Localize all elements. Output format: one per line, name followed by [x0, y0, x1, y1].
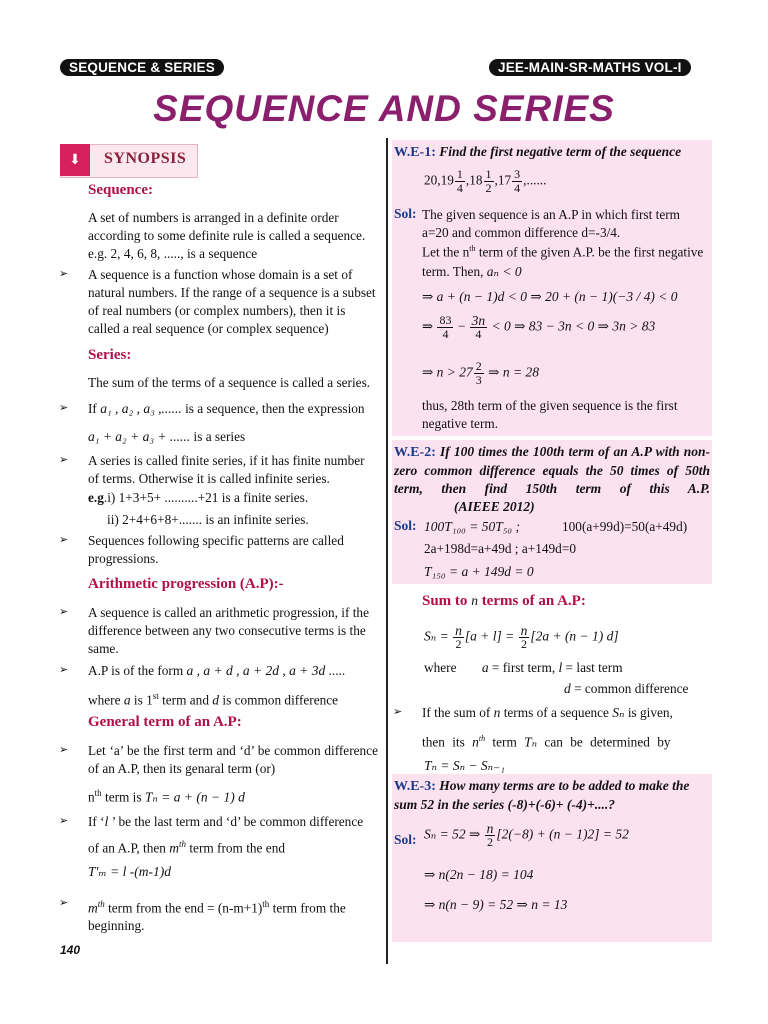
- sum-nth-term-text: If the sum of n terms of a sequence Sₙ is given,: [422, 705, 673, 720]
- bullet-arrow-icon: ➢: [59, 453, 69, 466]
- bullet-arrow-icon: ➢: [59, 663, 69, 676]
- ap-form-text: A.P is of the form a , a + d , a + 2d , a + 3d .....: [88, 663, 346, 678]
- series-definition: The sum of the terms of a sequence is called a series.: [88, 375, 371, 390]
- bullet-arrow-icon: ➢: [59, 896, 69, 909]
- bullet-arrow-icon: ➢: [59, 267, 69, 280]
- we1-conclusion: thus, 28th term of the given sequence is the first negative term.: [422, 398, 678, 431]
- bullet-arrow-icon: ➢: [59, 814, 69, 827]
- we3-question: W.E-3: How many terms are to be added to make the sum 52 in the series (-8)+(-6)+ (-4)+....?: [394, 778, 690, 812]
- mth-from-end-formula: T′ₘ = l -(m-1)d: [88, 864, 171, 879]
- page-title: SEQUENCE AND SERIES: [153, 88, 615, 129]
- page-number: 140: [60, 943, 81, 957]
- chapter-pill: SEQUENCE & SERIES: [60, 59, 224, 76]
- volume-pill: JEE-MAIN-SR-MATHS VOL-I: [489, 59, 691, 76]
- general-term-heading: General term of an A.P:: [88, 714, 242, 730]
- last-term-text: If ‘l ’ be the last term and ‘d’ be common difference: [88, 814, 364, 829]
- we2-question: W.E-2: If 100 times the 100th term of an A.P with non-zero common difference equals the 50 times of 50th term, then find 150th term of this A.P. (AIEEE 2012): [394, 444, 710, 514]
- we3-math-1: Sₙ = 52 ⇒ $\frac{n}{2}$ [2(−8) + (n − 1)2] = 52: [424, 821, 629, 849]
- we1-math-1: ⇒ a + (n − 1)d < 0 ⇒ 20 + (n − 1)(−3 / 4) < 0: [422, 289, 678, 304]
- we2-math-1b: 100(a+99d)=50(a+49d): [562, 519, 688, 534]
- progressions-text: Sequences following specific patterns are called progressions.: [88, 533, 344, 566]
- we1-sol-text-3: term. Then, aₙ < 0: [422, 264, 522, 279]
- mth-term-from-end-text: $m^{th}$ term from the end = $(n-m+1)^{th}$ term from the beginning.: [88, 899, 346, 934]
- bullet-arrow-icon: ➢: [59, 401, 69, 414]
- sequence-function-text: A sequence is a function whose domain is a set of natural numbers. If the range of a sequence is a subset of real numbers (or complex numbers), then it is called a real sequence (or complex sequence): [88, 267, 376, 336]
- sum-formula: Sₙ = $\frac{n}{2}$ [a + l] = $\frac{n}{2}$ [2a + (n − 1) d]: [424, 623, 619, 651]
- bullet-arrow-icon: ➢: [59, 605, 69, 618]
- infinite-series-example: ii) 2+4+6+8+....... is an infinite series.: [107, 512, 309, 527]
- general-term-text: Let ‘a’ be the first term and ‘d’ be common difference of an A.P, then its genaral term (or): [88, 743, 378, 776]
- bullet-arrow-icon: ➢: [393, 705, 403, 718]
- series-expression-math: a₁ + a₂ + a₃ + ...... is a series: [88, 429, 246, 444]
- sum-where: where a = first term, l = last term: [424, 660, 623, 675]
- sequence-definition: A set of numbers is arranged in a definite order according to some definite rule is called a sequence. e.g. 2, 4, 6, 8, ....., is a sequence: [88, 210, 366, 261]
- sum-nth-term-text-2: then its $n^{th}$ term Tₙ can be determined by: [422, 734, 671, 750]
- synopsis-label: SYNOPSIS: [104, 150, 187, 167]
- ap-form-where: where a is 1st term and d is common difference: [88, 691, 339, 708]
- series-heading: Series:: [88, 347, 132, 363]
- general-term-formula: $n^{th}$ term is Tₙ = a + (n − 1) d: [88, 788, 245, 805]
- finite-series-example: e.g.i) 1+3+5+ ..........+21 is a finite series.: [88, 490, 309, 505]
- series-expression-text: If a₁ , a₂ , a₃ ,...... is a sequence, then the expression: [88, 401, 365, 416]
- we3-math-2: ⇒ n(2n − 18) = 104: [424, 867, 534, 882]
- we1-sol-text: The given sequence is an A.P in which first term a=20 and common difference d=-3/4.: [422, 207, 680, 240]
- we2-math-1: 100T₁₀₀ = 50T₅₀ ;: [424, 519, 520, 534]
- we3-sol-label: Sol:: [394, 832, 417, 847]
- last-term-text-2: of an A.P, then $m^{th}$ term from the end: [88, 839, 285, 856]
- column-divider: [386, 138, 388, 964]
- we1-sequence: 20,19 $\frac{1}{4}$ ,18 $\frac{1}{2}$ ,17 $\frac{3}{4}$ ,......: [424, 167, 547, 195]
- we2-sol-label: Sol:: [394, 518, 417, 533]
- we1-math-2: ⇒ $\frac{83}{4}$ − $\frac{3n}{4}$ < 0 ⇒ 83 − 3n < 0 ⇒ 3n > 83: [422, 313, 656, 341]
- tn-formula: Tₙ = Sₙ − Sₙ₋₁: [424, 758, 505, 773]
- we1-sol-label: Sol:: [394, 206, 417, 221]
- we2-math-2: 2a+198d=a+49d ; a+149d=0: [424, 541, 576, 556]
- we1-sol-text-2: Let the $n^{th}$ term of the given A.P. be the first negative: [422, 244, 704, 260]
- finite-series-text: A series is called finite series, if it has finite number of terms. Otherwise it is called infinite series.: [88, 453, 365, 486]
- we3-math-3: ⇒ n(n − 9) = 52 ⇒ n = 13: [424, 897, 568, 912]
- ap-definition: A sequence is called an arithmetic progression, if the difference between any two consecutive terms is the same.: [88, 605, 369, 656]
- we1-question: W.E-1: Find the first negative term of the sequence: [394, 144, 682, 160]
- sequence-heading: Sequence:: [88, 182, 153, 198]
- sum-where-2: d = common difference: [564, 681, 689, 696]
- bullet-arrow-icon: ➢: [59, 533, 69, 546]
- down-arrow-icon: ⬇: [60, 144, 90, 176]
- we2-math-3: T₁₅₀ = a + 149d = 0: [424, 564, 534, 579]
- we1-math-3: ⇒ n > 27 $\frac{2}{3}$ ⇒ n = 28: [422, 359, 539, 387]
- bullet-arrow-icon: ➢: [59, 743, 69, 756]
- sum-heading: Sum to n terms of an A.P:: [422, 593, 586, 609]
- ap-heading: Arithmetic progression (A.P):-: [88, 576, 284, 592]
